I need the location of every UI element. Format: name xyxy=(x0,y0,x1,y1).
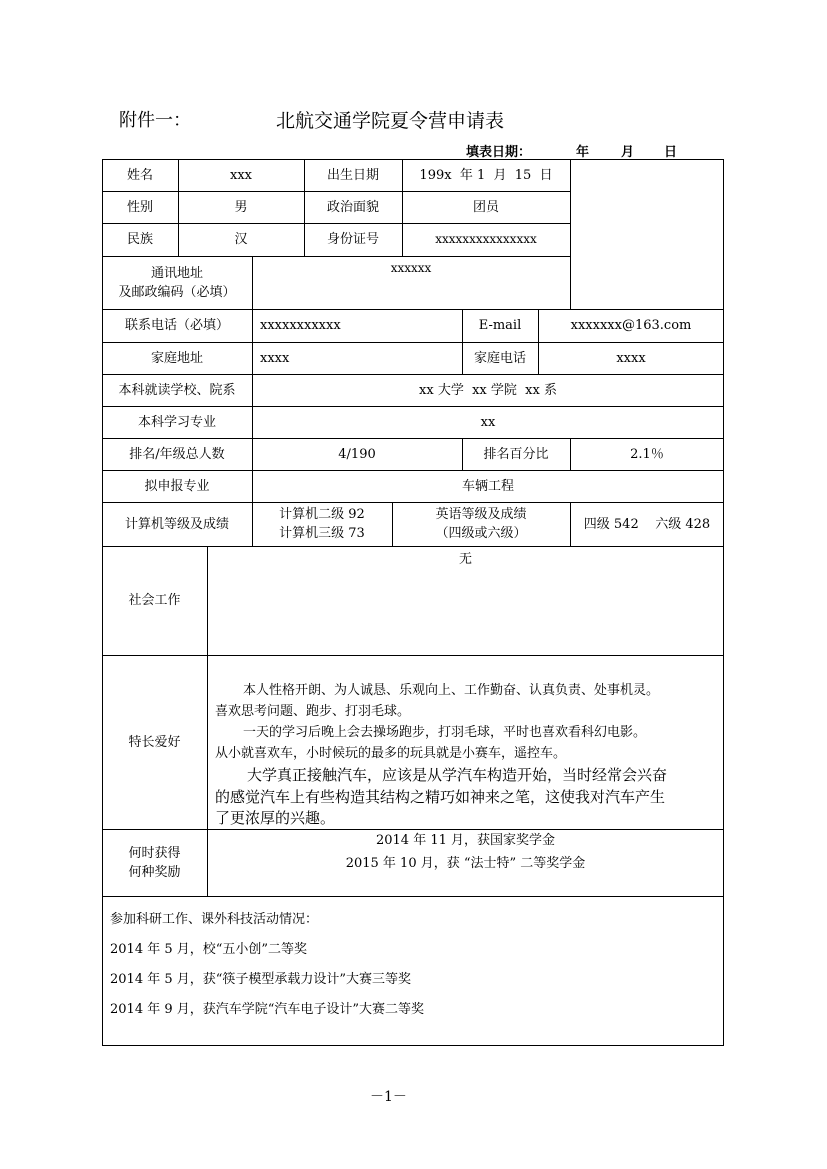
english-label-line1: 英语等级及成绩 xyxy=(435,507,527,522)
award-label-line2: 何种奖励 xyxy=(128,864,181,880)
english-value: 四级 542 六级 428 xyxy=(583,516,711,532)
birth-label: 出生日期 xyxy=(326,167,379,183)
research-item: 2014 年 9 月，获汽车学院“汽车电子设计”大赛二等奖 xyxy=(110,1002,425,1017)
phone-value: xxxxxxxxxxx xyxy=(260,318,341,333)
rank-label: 排名/年级总人数 xyxy=(129,446,225,462)
research-title: 参加科研工作、课外科技活动情况： xyxy=(110,912,319,927)
english-label xyxy=(392,502,570,546)
award-item: 2014 年 11 月，获国家奖学金 xyxy=(375,832,556,848)
gender-value: 男 xyxy=(234,199,248,215)
award-label xyxy=(102,829,207,896)
home-phone-value: xxxx xyxy=(616,350,646,366)
research-item: 2014 年 5 月，获“筷子模型承载力设计”大赛三等奖 xyxy=(110,972,412,987)
rank-value: 4/190 xyxy=(338,446,376,462)
major-label: 本科学习专业 xyxy=(137,414,216,430)
month-label: 月 xyxy=(621,145,635,160)
grid-line xyxy=(102,896,724,897)
photo-box xyxy=(570,159,724,309)
ethnicity-value: 汉 xyxy=(234,232,248,247)
page-number: －1－ xyxy=(370,1089,407,1105)
phone-label: 联系电话（必填） xyxy=(124,318,229,333)
award-label-line1: 何时获得 xyxy=(128,845,181,861)
computer-label: 计算机等级及成绩 xyxy=(124,516,229,532)
address-label xyxy=(102,256,252,309)
hobby-line: 本人性格开朗、为人诚恳、乐观向上、工作勤奋、认真负责、处事机灵。 xyxy=(243,683,660,698)
school-value: xx 大学 xx 学院 xx 系 xyxy=(419,382,557,398)
hobby-label: 特长爱好 xyxy=(128,734,181,750)
ethnicity-label: 民族 xyxy=(126,232,153,247)
email-value: xxxxxxx@163.com xyxy=(570,318,692,333)
apply-major-label: 拟申报专业 xyxy=(144,478,210,494)
award-item: 2015 年 10 月，获 “法士特” 二等奖学金 xyxy=(345,855,586,871)
social-work-label: 社会工作 xyxy=(128,593,181,608)
hobby-line: 大学真正接触汽车，应该是从学汽车构造开始，当时经常会兴奋 xyxy=(247,766,668,784)
form-title: 北航交通学院夏令营申请表 xyxy=(276,110,505,132)
school-label: 本科就读学校、院系 xyxy=(118,382,236,398)
percent-value: 2.1％ xyxy=(630,446,664,462)
home-address-value: xxxx xyxy=(260,350,290,366)
attachment-label: 附件一： xyxy=(119,110,191,131)
address-label-line1: 通讯地址 xyxy=(150,265,203,281)
home-address-label: 家庭地址 xyxy=(150,350,203,366)
email-label: E-mail xyxy=(478,318,522,333)
address-label-line2: 及邮政编码（必填） xyxy=(118,284,236,300)
social-work-value: 无 xyxy=(458,551,472,567)
home-phone-label: 家庭电话 xyxy=(473,350,526,366)
hobby-line: 的感觉汽车上有些构造其结构之精巧如神来之笔，这使我对汽车产生 xyxy=(215,788,666,806)
name-value: xxx xyxy=(230,167,252,183)
day-label: 日 xyxy=(664,145,678,160)
apply-major-value: 车辆工程 xyxy=(461,478,514,494)
id-value: xxxxxxxxxxxxxxx xyxy=(435,232,537,246)
hobby-line: 了更浓厚的兴趣。 xyxy=(215,809,336,827)
address-value: xxxxxx xyxy=(390,260,432,275)
political-value: 团员 xyxy=(472,199,499,215)
computer-value xyxy=(252,502,392,546)
research-item: 2014 年 5 月，校“五小创”二等奖 xyxy=(110,942,308,957)
gender-label: 性别 xyxy=(126,199,153,215)
political-label: 政治面貌 xyxy=(326,199,379,215)
birth-value: 199x 年 1 月 15 日 xyxy=(419,167,553,183)
computer-line1: 计算机二级 92 xyxy=(279,507,365,522)
name-label: 姓名 xyxy=(126,167,153,183)
hobby-line: 喜欢思考问题、跑步、打羽毛球。 xyxy=(215,704,411,719)
hobby-line: 从小就喜欢车，小时候玩的最多的玩具就是小赛车，遥控车。 xyxy=(215,746,567,761)
fill-date-label: 填表日期： xyxy=(466,145,532,160)
major-value: xx xyxy=(480,414,496,430)
id-label: 身份证号 xyxy=(326,232,379,247)
percent-label: 排名百分比 xyxy=(483,446,549,462)
computer-line2: 计算机三级 73 xyxy=(279,526,365,541)
english-label-line2: （四级或六级） xyxy=(435,526,527,541)
year-label: 年 xyxy=(576,145,590,160)
hobby-line: 一天的学习后晚上会去操场跑步，打羽毛球，平时也喜欢看科幻电影。 xyxy=(243,725,647,740)
